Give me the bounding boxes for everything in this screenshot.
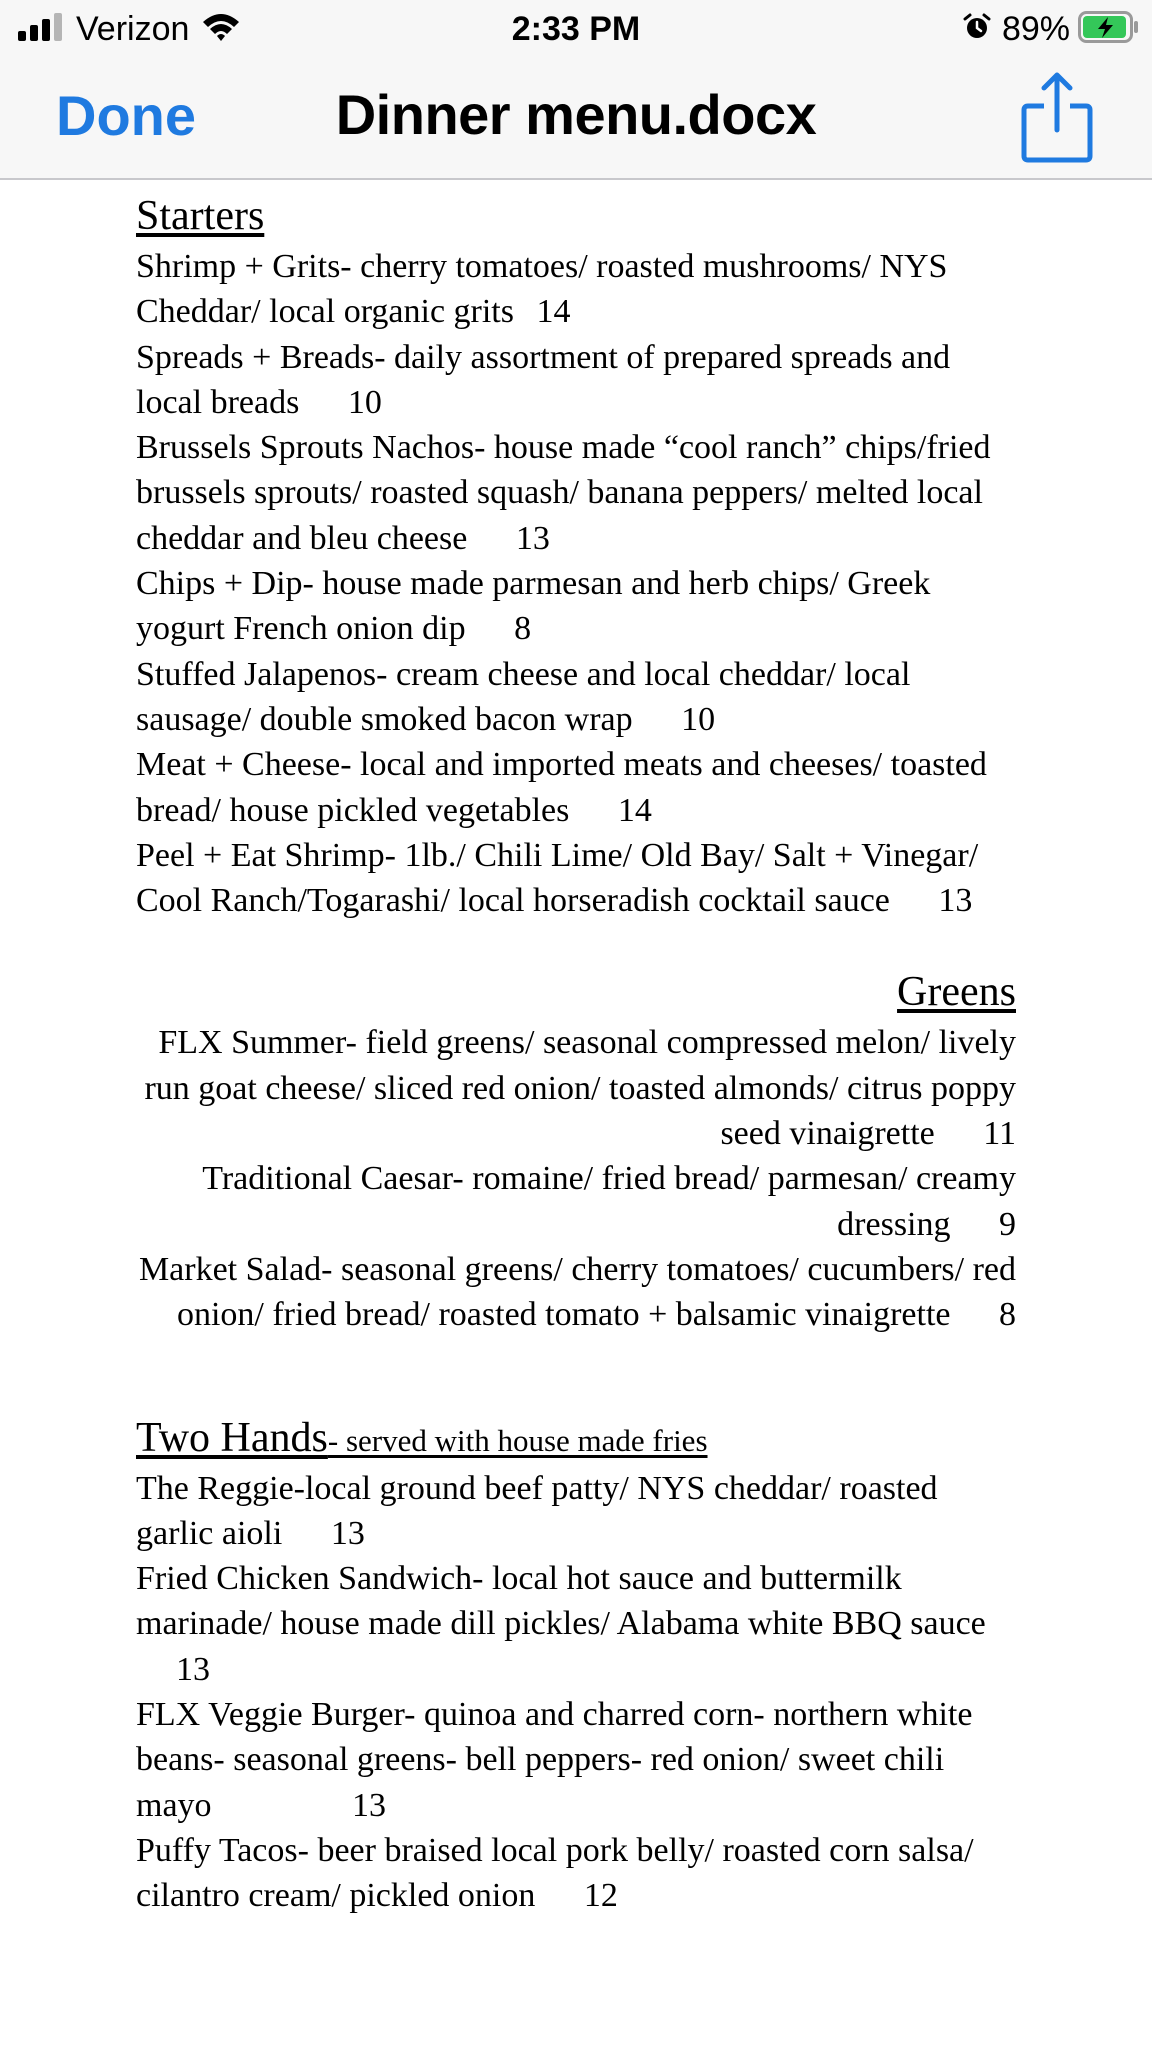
menu-item — [136, 652, 1016, 743]
navigation-bar — [0, 58, 1152, 180]
section-heading: Starters — [136, 193, 265, 239]
section-heading-row — [136, 1410, 1016, 1466]
section-starters — [136, 188, 1016, 923]
menu-item — [136, 561, 1016, 652]
menu-item — [136, 742, 1016, 833]
menu-item-text: Peel + Eat Shrimp- 1lb./ Chili Lime/ Old Bay/ Salt + Vinegar/ Cool Ranch/Togarashi/ local horseradish cocktail sauce — [136, 836, 979, 920]
status-right — [962, 8, 1140, 50]
menu-item-text: Spreads + Breads- daily assortment of prepared spreads and local breads — [136, 338, 951, 421]
section-two-hands — [136, 1410, 1016, 1919]
menu-item — [136, 1020, 1016, 1156]
section-heading-note: - served with house made fries — [327, 1422, 708, 1458]
share-button[interactable] — [1020, 68, 1094, 164]
menu-item — [136, 1247, 1016, 1338]
menu-item — [136, 1156, 1016, 1247]
status-time: 2:33 PM — [511, 10, 641, 48]
menu-item-price: 13 — [352, 1786, 387, 1824]
menu-item-price: 10 — [681, 700, 716, 738]
menu-item — [136, 1556, 1016, 1692]
menu-item-price: 9 — [999, 1205, 1016, 1243]
menu-item-price: 13 — [515, 519, 550, 557]
menu-item — [136, 335, 1016, 426]
menu-item-price: 13 — [176, 1650, 210, 1688]
menu-item-text: Traditional Caesar- romaine/ fried bread/ parmesan/ creamy dressing — [202, 1160, 1016, 1243]
menu-item — [136, 1692, 1016, 1828]
menu-item-text: Meat + Cheese- local and imported meats and cheeses/ toasted bread/ house pickled vegetables — [136, 746, 987, 829]
menu-item-price: 13 — [330, 1514, 365, 1552]
menu-item-price: 8 — [514, 610, 532, 648]
carrier-name: Verizon — [76, 9, 190, 48]
battery-percent: 89% — [1001, 9, 1070, 48]
menu-item — [136, 1466, 1016, 1557]
document-title: Dinner menu.docx — [335, 83, 817, 146]
menu-item-price: 8 — [999, 1296, 1016, 1334]
menu-item-price: 11 — [983, 1115, 1016, 1153]
menu-item-price: 10 — [347, 383, 382, 421]
menu-item-price: 14 — [536, 293, 571, 331]
section-heading: Greens — [897, 969, 1016, 1016]
menu-item — [136, 1828, 1016, 1919]
section-heading: Two Hands — [136, 1414, 328, 1461]
menu-item — [136, 425, 1016, 561]
menu-item-text: Puffy Tacos- beer braised local pork belly/ roasted corn salsa/ cilantro cream/ pickled onion — [136, 1831, 974, 1915]
menu-item — [136, 833, 1016, 924]
menu-item-text: The Reggie-local ground beef patty/ NYS cheddar/ roasted garlic aioli — [136, 1469, 938, 1552]
menu-item-price: 14 — [617, 791, 652, 829]
done-button[interactable]: Done — [56, 84, 196, 147]
menu-item — [136, 244, 1016, 335]
menu-item-text: Fried Chicken Sandwich- local hot sauce and buttermilk marinade/ house made dill pickles/ Alabama white BBQ sauce — [136, 1560, 986, 1643]
menu-item-text: Shrimp + Grits- cherry tomatoes/ roasted mushrooms/ NYS Cheddar/ local organic grits — [136, 248, 948, 331]
menu-item-text: Chips + Dip- house made parmesan and herb chips/ Greek yogurt French onion dip — [136, 565, 931, 648]
menu-item-price: 12 — [583, 1877, 618, 1915]
status-bar — [0, 0, 1152, 58]
menu-item-text: FLX Veggie Burger- quinoa and charred corn- northern white beans- seasonal greens- bell peppers- red onion/ sweet chili mayo — [136, 1696, 973, 1824]
menu-item-text: Stuffed Jalapenos- cream cheese and local cheddar/ local sausage/ double smoked bacon wrap — [136, 655, 911, 738]
document-body — [136, 188, 1016, 1919]
menu-item-text: Market Salad- seasonal greens/ cherry tomatoes/ cucumbers/ red onion/ fried bread/ roasted tomato + balsamic vinaigrette — [138, 1250, 1016, 1334]
battery-charging-icon — [1078, 11, 1140, 48]
menu-item-price: 13 — [938, 882, 973, 920]
alarm-icon — [962, 12, 992, 47]
menu-item-text: FLX Summer- field greens/ seasonal compressed melon/ lively run goat cheese/ sliced red onion/ toasted almonds/ citrus poppy seed vinaigrette — [144, 1024, 1016, 1153]
share-icon — [1020, 68, 1094, 164]
menu-item-text: Brussels Sprouts Nachos- house made “cool ranch” chips/fried brussels sprouts/ roasted squash/ banana peppers/ melted local cheddar and bleu cheese — [136, 429, 991, 557]
section-greens — [136, 964, 1016, 1337]
